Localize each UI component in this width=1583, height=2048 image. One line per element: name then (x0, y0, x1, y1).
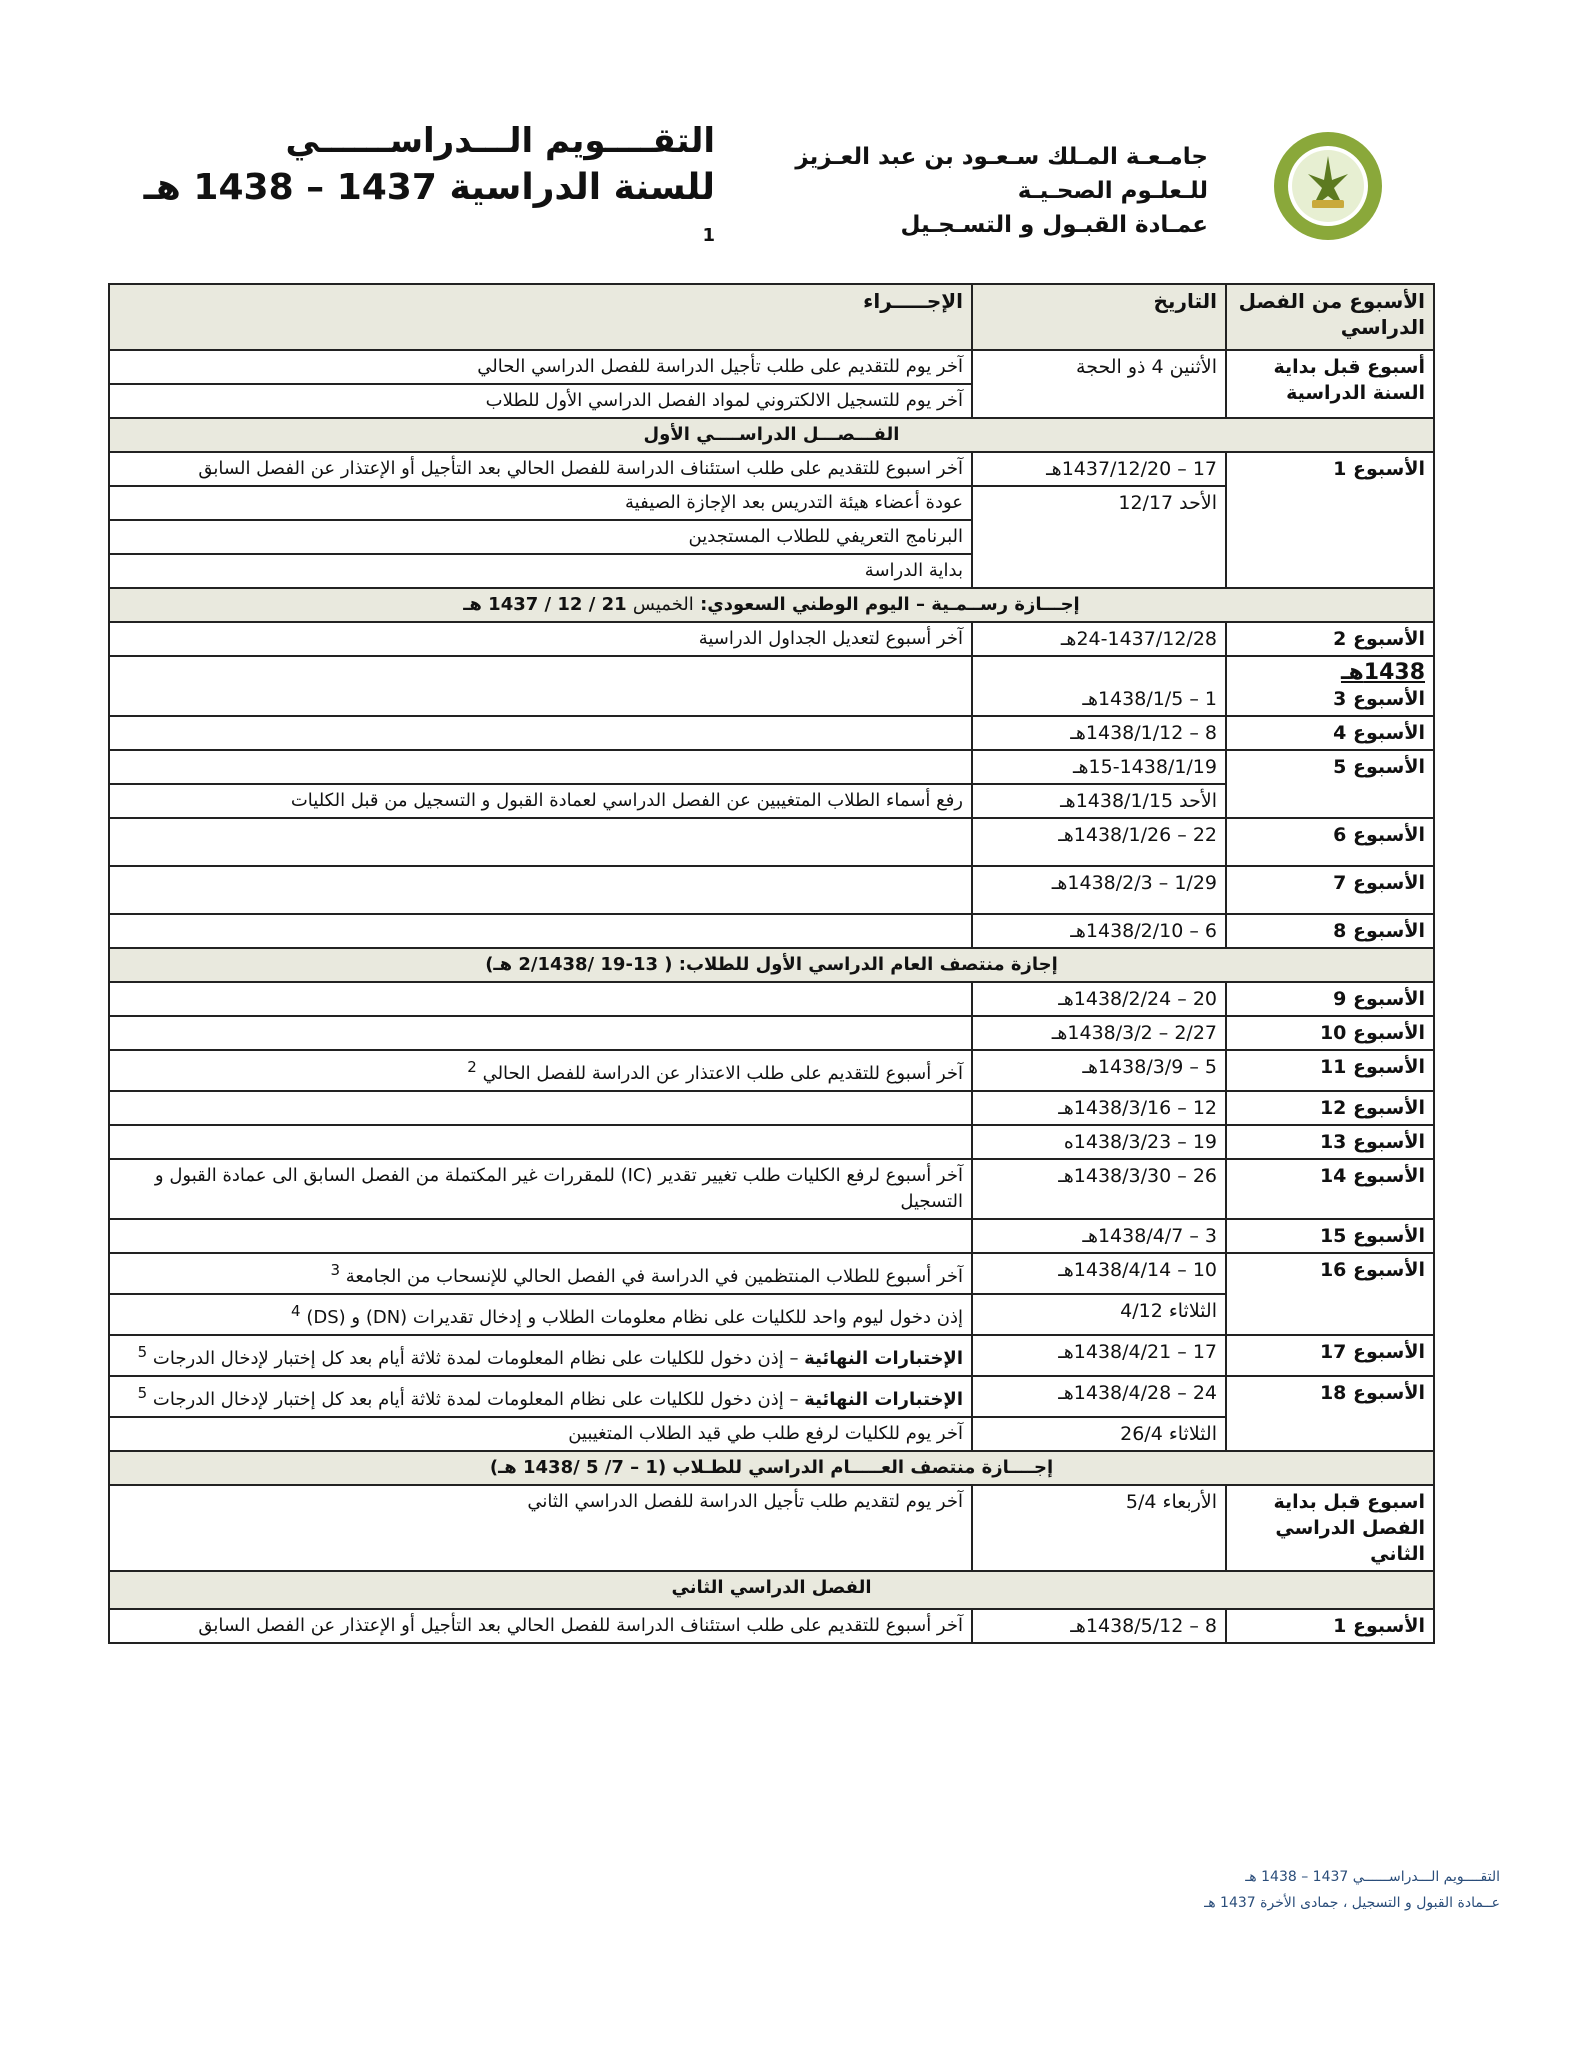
week-cell: الأسبوع 2 (1226, 622, 1434, 656)
week-cell: الأسبوع 1 (1226, 452, 1434, 588)
table-row (109, 1050, 1434, 1091)
semester-band (109, 1571, 1434, 1609)
table-row (109, 1609, 1434, 1643)
institution-name: جامـعـة المـلك سـعـود بن عبد العـزيز (795, 144, 1208, 170)
footer-title: التقــــويم الـــدراســــــي 1437 – 1438 هـ (1245, 1869, 1500, 1885)
action-cell: آخر يوم للكليات لرفع طلب طي قيد الطلاب المتغيبين (109, 1417, 972, 1451)
week-cell: الأسبوع 1 (1226, 1609, 1434, 1643)
date-cell: الثلاثاء 4/12 (972, 1294, 1226, 1335)
action-cell: الإختبارات النهائية – إذن دخول للكليات على نظام المعلومات لمدة ثلاثة أيام بعد كل إختبار لإدخال الدرجات $^5$ (109, 1376, 972, 1417)
column-header-action: الإجـــــراء (109, 284, 972, 350)
table-row (109, 656, 1434, 716)
date-cell: 19 – 1438/3/23ه (972, 1125, 1226, 1159)
national-day-holiday: إجـــازة رســمـية – اليوم الوطني السعودي: الخميس 21 / 12 / 1437 هـ (109, 588, 1434, 622)
action-cell (109, 818, 972, 866)
date-cell: 15-1438/1/19هـ (972, 750, 1226, 784)
action-cell: بداية الدراسة (109, 554, 972, 588)
table-row (109, 982, 1434, 1016)
week-cell: الأسبوع 12 (1226, 1091, 1434, 1125)
date-cell: الأربعاء 5/4 (972, 1485, 1226, 1571)
holiday-band (109, 948, 1434, 982)
table-row (109, 1159, 1434, 1219)
footnote-marker: 4 (291, 1302, 301, 1320)
date-cell: 26 – 1438/3/30هـ (972, 1159, 1226, 1219)
date-cell: 12 – 1438/3/16هـ (972, 1091, 1226, 1125)
date-cell: 1/29 – 1438/2/3هـ (972, 866, 1226, 914)
institution-block (795, 140, 1208, 242)
date-cell: 24 – 1438/4/28هـ (972, 1376, 1226, 1417)
date-cell: 22 – 1438/1/26هـ (972, 818, 1226, 866)
action-cell: الإختبارات النهائية – إذن دخول للكليات على نظام المعلومات لمدة ثلاثة أيام بعد كل إختبار لإدخال الدرجات $^5$ (109, 1335, 972, 1376)
date-cell: 8 – 1438/1/12هـ (972, 716, 1226, 750)
action-cell (109, 750, 972, 784)
date-cell: 1 – 1438/1/5هـ (972, 656, 1226, 716)
date-cell: 10 – 1438/4/14هـ (972, 1253, 1226, 1294)
date-cell: 6 – 1438/2/10هـ (972, 914, 1226, 948)
date-cell: 2/27 – 1438/3/2هـ (972, 1016, 1226, 1050)
date-cell: الأحد 12/17 (972, 486, 1226, 588)
action-cell: آخر أسبوع للتقديم على طلب الاعتذار عن الدراسة للفصل الحالي $^2$ (109, 1050, 972, 1091)
table-row (109, 622, 1434, 656)
table-row (109, 1485, 1434, 1571)
midsemester-holiday: إجــــازة منتصف العـــــام الدراسي للطـلاب (1 – 7/ 5 /1438 هـ) (109, 1451, 1434, 1485)
table-row (109, 1253, 1434, 1294)
midyear-holiday: إجازة منتصف العام الدراسي الأول للطلاب: ( 13-19 /2/1438 هـ) (109, 948, 1434, 982)
page-footer (1110, 1864, 1500, 1916)
footnote-marker: 5 (137, 1384, 148, 1402)
action-cell: آخر يوم لتقديم طلب تأجيل الدراسة للفصل الدراسي الثاني (109, 1485, 972, 1571)
date-cell: 8 – 1438/5/12هـ (972, 1609, 1226, 1643)
page-header (0, 0, 1583, 260)
date-cell: 24-1437/12/28هـ (972, 622, 1226, 656)
column-header-date: التاريخ (972, 284, 1226, 350)
title-line-2: للسنة الدراسية 1437 – 1438 هـ $^1$ (143, 167, 715, 246)
action-cell (109, 982, 972, 1016)
table-row (109, 866, 1434, 914)
action-cell: آخر يوم للتسجيل الالكتروني لمواد الفصل الدراسي الأول للطلاب (109, 384, 972, 418)
university-seal-icon (1272, 130, 1384, 242)
title-footnote: 1 (702, 225, 715, 246)
action-cell: البرنامج التعريفي للطلاب المستجدين (109, 520, 972, 554)
action-cell (109, 716, 972, 750)
semester-band (109, 418, 1434, 452)
action-cell (109, 656, 972, 716)
date-cell: 17 – 1438/4/21هـ (972, 1335, 1226, 1376)
date-cell: الثلاثاء 26/4 (972, 1417, 1226, 1451)
week-cell: الأسبوع 13 (1226, 1125, 1434, 1159)
week-cell: الأسبوع 16 (1226, 1253, 1434, 1335)
action-cell: إذن دخول ليوم واحد للكليات على نظام معلومات الطلاب و إدخال تقديرات (DN) و (DS) $^4$ (109, 1294, 972, 1335)
footnote-marker: 3 (330, 1261, 341, 1279)
semester-1-title: الفـــصـــل الدراســــي الأول (109, 418, 1434, 452)
week-cell: الأسبوع 8 (1226, 914, 1434, 948)
action-cell: آخر أسبوع للطلاب المنتظمين في الدراسة في الفصل الحالي للإنسحاب من الجامعة $^3$ (109, 1253, 972, 1294)
table-row (109, 1376, 1434, 1417)
table-header-row (109, 284, 1434, 350)
action-cell: عودة أعضاء هيئة التدريس بعد الإجازة الصيفية (109, 486, 972, 520)
academic-calendar-table (108, 283, 1435, 1644)
action-cell (109, 1125, 972, 1159)
action-cell: آخر أسبوع لتعديل الجداول الدراسية (109, 622, 972, 656)
table-row (109, 350, 1434, 384)
holiday-band (109, 1451, 1434, 1485)
date-cell: 20 – 1438/2/24هـ (972, 982, 1226, 1016)
action-cell (109, 1016, 972, 1050)
week-cell: الأسبوع 10 (1226, 1016, 1434, 1050)
week-cell: الأسبوع 5 (1226, 750, 1434, 818)
action-cell: آخر أسبوع للتقديم على طلب استئناف الدراسة للفصل الحالي بعد التأجيل أو الإعتذار عن الفصل السابق (109, 1609, 972, 1643)
table-row (109, 452, 1434, 486)
week-cell: الأسبوع 11 (1226, 1050, 1434, 1091)
institution-subname: للـعلـوم الصحـيـة (1017, 178, 1208, 204)
hijri-year-label: 1438هـ (1340, 660, 1425, 685)
action-cell (109, 1219, 972, 1253)
date-cell: الأثنين 4 ذو الحجة (972, 350, 1226, 418)
week-cell: الأسبوع 7 (1226, 866, 1434, 914)
week-cell: اسبوع قبل بداية الفصل الدراسي الثاني (1226, 1485, 1434, 1571)
holiday-band (109, 588, 1434, 622)
date-cell: 17 – 1437/12/20هـ (972, 452, 1226, 486)
title-line-1: التقــــويم الـــدراســــــي (285, 121, 715, 161)
calendar-title (130, 118, 715, 267)
table-row (109, 1091, 1434, 1125)
semester-2-title: الفصل الدراسي الثاني (109, 1571, 1434, 1609)
action-cell (109, 866, 972, 914)
footnote-marker: 2 (467, 1058, 477, 1076)
table-row (109, 818, 1434, 866)
week-cell: الأسبوع 18 (1226, 1376, 1434, 1451)
date-cell: 5 – 1438/3/9هـ (972, 1050, 1226, 1091)
week-cell: الأسبوع 14 (1226, 1159, 1434, 1219)
date-cell: 3 – 1438/4/7هـ (972, 1219, 1226, 1253)
table-row (109, 750, 1434, 784)
deanship-name: عمـادة القبـول و التسـجـيل (900, 212, 1208, 238)
action-cell: آخر يوم للتقديم على طلب تأجيل الدراسة للفصل الدراسي الحالي (109, 350, 972, 384)
action-cell (109, 1091, 972, 1125)
action-cell (109, 914, 972, 948)
table-row (109, 1335, 1434, 1376)
table-row (109, 1016, 1434, 1050)
table-row (109, 914, 1434, 948)
action-cell: رفع أسماء الطلاب المتغيبين عن الفصل الدراسي لعمادة القبول و التسجيل من قبل الكليات (109, 784, 972, 818)
week-cell: الأسبوع 4 (1226, 716, 1434, 750)
action-cell: آخر أسبوع لرفع الكليات طلب تغيير تقدير (IC) للمقررات غير المكتملة من الفصل السابق الى عمادة القبول و التسجيل (109, 1159, 972, 1219)
week-cell: الأسبوع 9 (1226, 982, 1434, 1016)
table-row (109, 1219, 1434, 1253)
table-row (109, 716, 1434, 750)
week-cell: الأسبوع 15 (1226, 1219, 1434, 1253)
week-cell: الأسبوع 6 (1226, 818, 1434, 866)
footer-deanship: عــمادة القبول و التسجيل ، جمادى الأخرة 1437 هـ (1204, 1895, 1500, 1911)
action-cell: آخر اسبوع للتقديم على طلب استئناف الدراسة للفصل الحالي بعد التأجيل أو الإعتذار عن الفصل السابق (109, 452, 972, 486)
week-cell: أسبوع قبل بداية السنة الدراسية (1226, 350, 1434, 418)
week-cell: 1438هـ الأسبوع 3 (1226, 656, 1434, 716)
column-header-week: الأسبوع من الفصل الدراسي (1226, 284, 1434, 350)
week-cell: الأسبوع 17 (1226, 1335, 1434, 1376)
date-cell: الأحد 1438/1/15هـ (972, 784, 1226, 818)
table-row (109, 1125, 1434, 1159)
footnote-marker: 5 (137, 1343, 148, 1361)
